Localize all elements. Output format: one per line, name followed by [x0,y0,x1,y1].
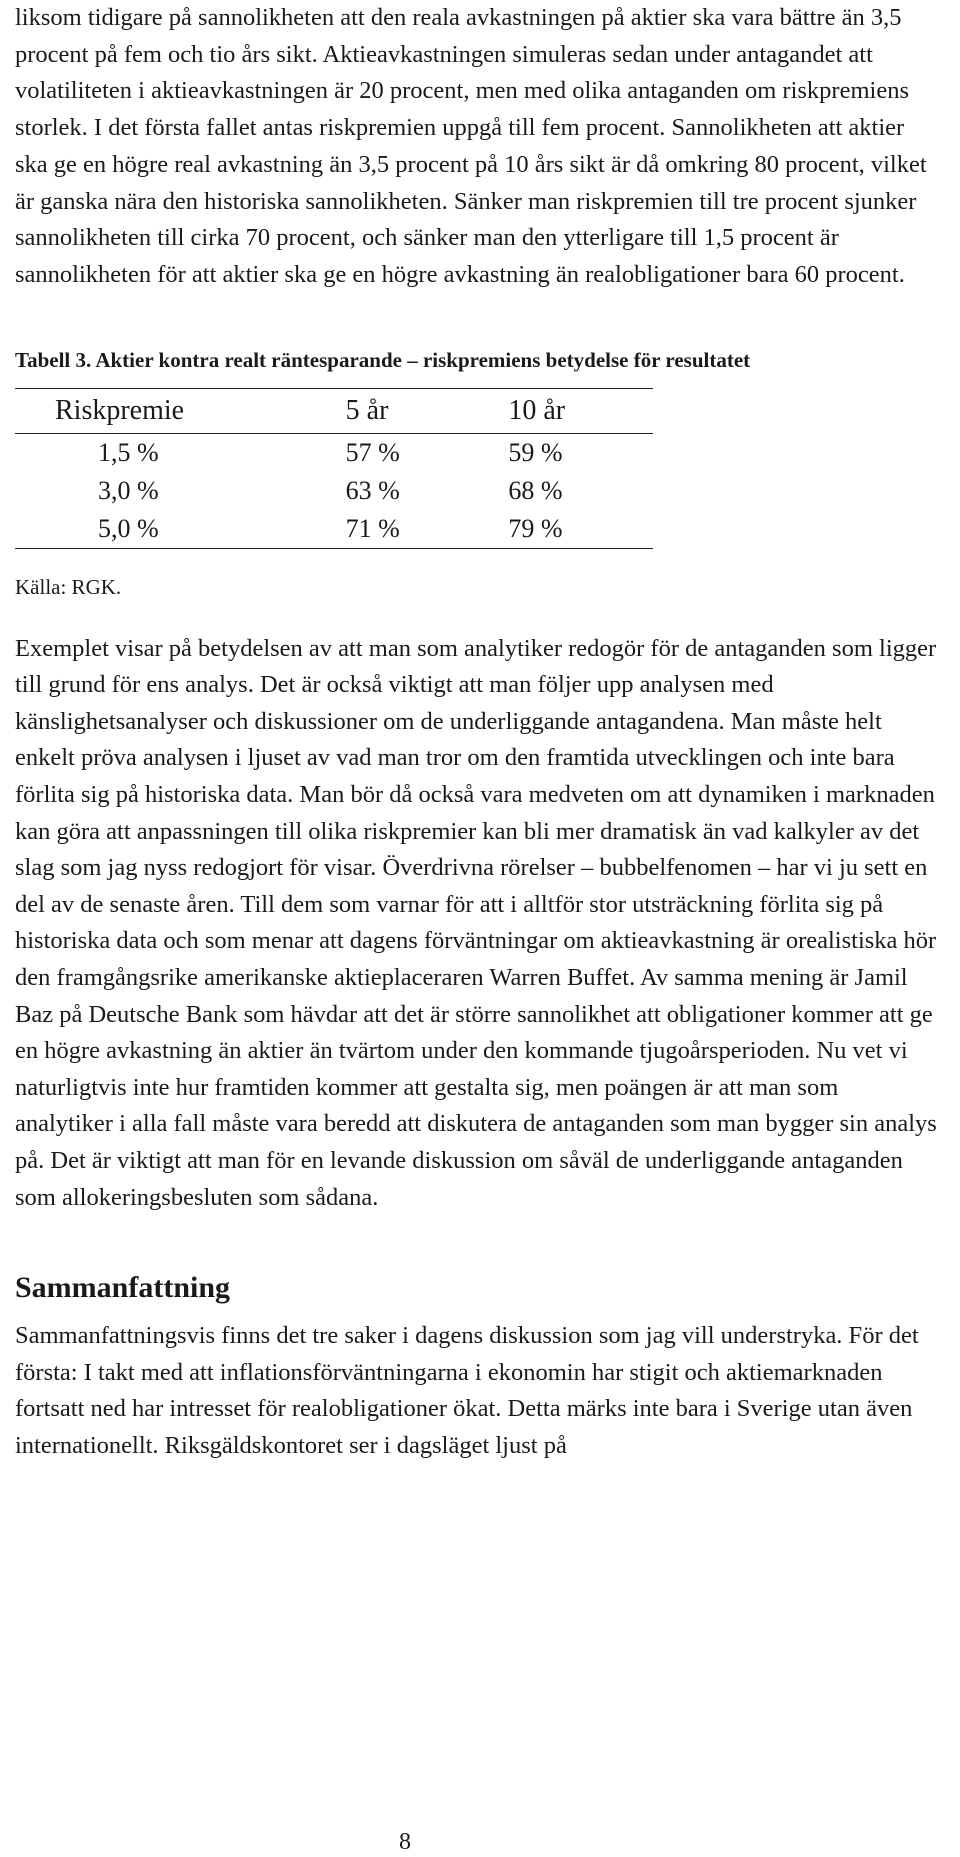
summary-paragraph: Sammanfattningsvis finns det tre saker i dagens diskussion som jag vill understryka. För det första: I takt med att inflationsförväntningarna i ekonomin har stigit och aktiemarknaden fortsatt ned har intresset för realobligationer ökat. Detta märks inte bara i Sverige utan även internationellt. Riksgäldskontoret ser i dagsläget ljust på [15,1322,919,1459]
table-source: Källa: RGK. [15,574,122,599]
cell-10-years: 68 % [508,475,563,505]
cell-riskpremie: 3,0 % [98,475,159,505]
table-row [15,510,653,548]
table-row [15,433,653,472]
section-heading-summary: Sammanfattning [15,1271,231,1305]
cell-5-years: 63 % [345,475,400,505]
intro-paragraph: liksom tidigare på sannolikheten att den reala avkastningen på aktier ska vara bättre än 3,5 procent på fem och tio års sikt. Aktieavkastningen simuleras sedan under antagandet att volatiliteten i aktieavkastningen är 20 procent, men med olika antaganden om riskpremiens storlek. I det första fallet antas riskpremien uppgå till fem procent. Sannolikheten att aktier ska ge en högre real avkastning än 3,5 procent på 10 års sikt är då omkring 80 procent, vilket är ganska nära den historiska sannolikheten. Sänker man riskpremien till tre procent sjunker sannolikheten till cirka 70 procent, och sänker man den ytterligare till 1,5 procent är sannolikheten för att aktier ska ge en högre avkastning än realobligationer bara 60 procent. [15,4,927,288]
cell-riskpremie: 1,5 % [98,437,159,467]
header-10-years: 10 år [508,389,653,434]
header-riskpremie: Riskpremie [15,389,346,434]
document-page [15,0,940,1465]
cell-5-years: 71 % [345,513,400,543]
page-number: 8 [399,1829,411,1855]
risk-premium-table [15,388,653,549]
body-paragraph: Exemplet visar på betydelsen av att man som analytiker redogör för de antaganden som ligger till grund för ens analys. Det är också viktigt att man följer upp analysen med känslighetsanalyser och diskussioner om de underliggande antagandena. Man måste helt enkelt pröva analysen i ljuset av vad man tror om den framtida utvecklingen och inte bara förlita sig på historiska data. Man bör då också vara medveten om att dynamiken i marknaden kan göra att anpassningen till olika riskpremier kan bli mer dramatisk än vad kalkyler av det slag som jag nyss redogjort för visar. Överdrivna rörelser – bubbelfenomen – har vi ju sett en del av de senaste åren. Till dem som varnar för att i alltför stor utsträckning förlita sig på historiska data och som menar att dagens förväntningar om aktieavkastning är orealistiska hör den framgångsrike amerikanske aktieplaceraren Warren Buffet. Av samma mening är Jamil Baz på Deutsche Bank som hävdar att det är större sannolikhet att obligationer kommer att ge en högre avkastning än aktier än tvärtom under den kommande tjugoårsperioden. Nu vet vi naturligtvis inte hur framtiden kommer att gestalta sig, men poängen är att man som analytiker i alla fall måste vara beredd att diskutera de antaganden som man bygger sin analys på. Det är viktigt att man för en levande diskussion om såväl de underliggande antaganden som allokeringsbesluten som sådana. [15,634,937,1211]
cell-10-years: 59 % [508,437,563,467]
cell-5-years: 57 % [345,437,400,467]
header-5-years: 5 år [346,389,509,434]
table-caption: Tabell 3. Aktier kontra realt räntesparande – riskpremiens betydelse för resultatet [15,347,751,372]
cell-riskpremie: 5,0 % [98,513,159,543]
cell-10-years: 79 % [508,513,563,543]
table-row [15,472,653,510]
table-header-row [15,389,653,434]
